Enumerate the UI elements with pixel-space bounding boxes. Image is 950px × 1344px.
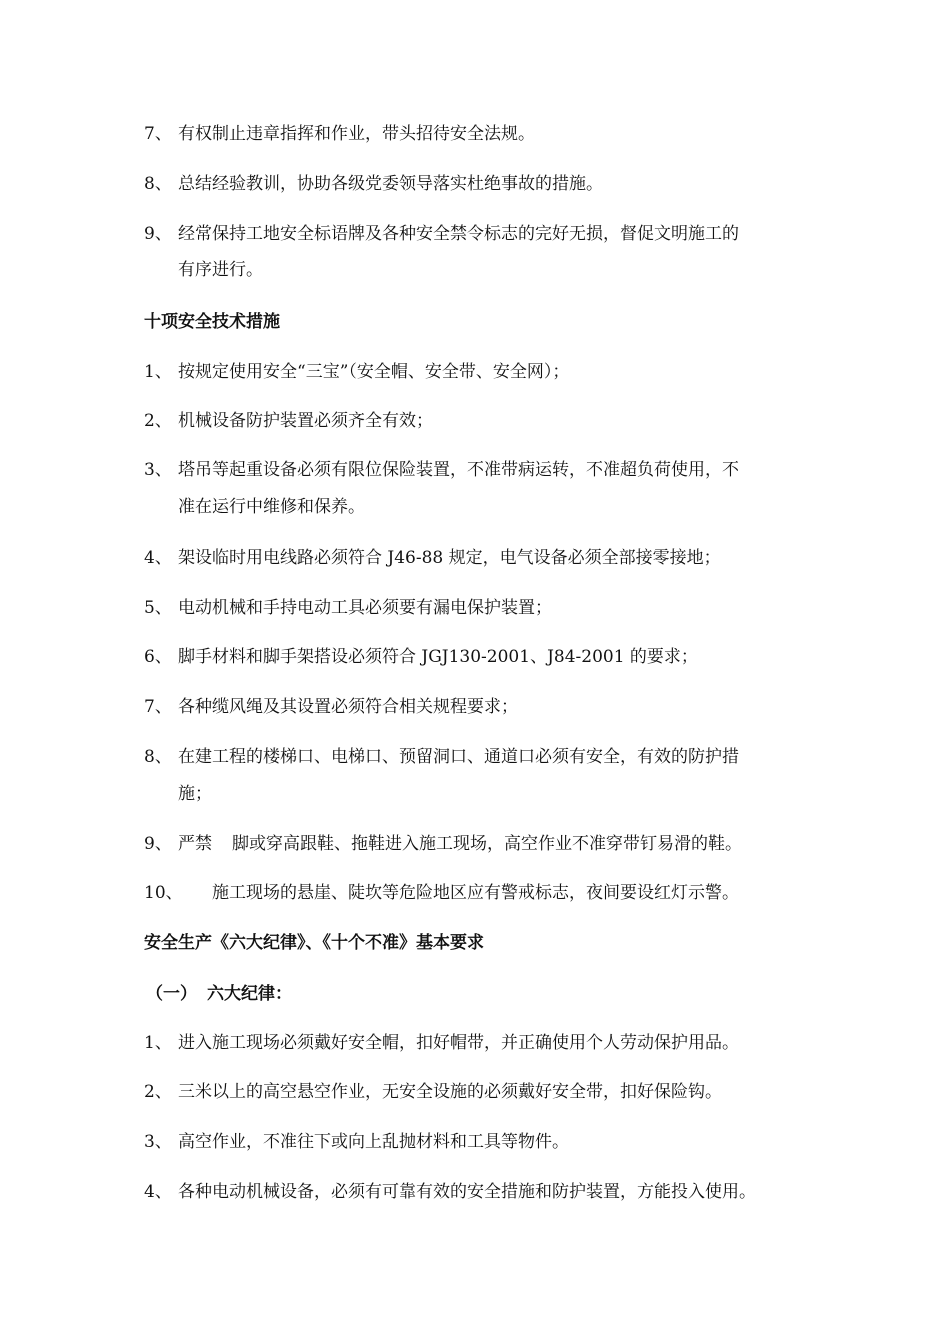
item-text: 在建工程的楼梯口、电梯口、预留洞口、通道口必须有安全，有效的防护措 (178, 747, 739, 767)
discipline-item-1 (144, 1031, 739, 1055)
measure-item-8 (144, 745, 739, 769)
item-text: 施工现场的悬崖、陡坎等危险地区应有警戒标志，夜间要设红灯示警。 (212, 883, 739, 903)
item-text: 三米以上的高空悬空作业，无安全设施的必须戴好安全带，扣好保险钩。 (178, 1082, 722, 1102)
item-number: 10、 (144, 883, 183, 903)
measure-item-8-continuation: 施； (178, 784, 212, 804)
item-text: 高空作业，不准往下或向上乱抛材料和工具等物件。 (178, 1132, 569, 1152)
item-number: 2、 (144, 411, 172, 431)
item-number: 8、 (144, 174, 172, 194)
item-number: 5、 (144, 598, 172, 618)
item-text: 架设临时用电线路必须符合 J46-88 规定，电气设备必须全部接零接地； (178, 548, 721, 568)
item-number: 9、 (144, 224, 172, 244)
item-number: 6、 (144, 647, 172, 667)
item-text: 有权制止违章指挥和作业，带头招待安全法规。 (178, 124, 535, 144)
measure-item-1 (144, 360, 569, 384)
item-text: 总结经验教训，协助各级党委领导落实杜绝事故的措施。 (178, 174, 603, 194)
subsection-number: （一） (146, 984, 197, 1004)
item-number: 7、 (144, 124, 172, 144)
item-text: 脚手材料和脚手架搭设必须符合 JGJ130-2001、J84-2001 的要求； (178, 647, 698, 667)
section-title-ten-measures: 十项安全技术措施 (144, 312, 280, 332)
item-text: 塔吊等起重设备必须有限位保险装置，不准带病运转，不准超负荷使用，不 (178, 460, 739, 480)
item-text: 机械设备防护装置必须齐全有效； (178, 411, 433, 431)
item-number: 2、 (144, 1082, 172, 1102)
measure-item-3-continuation: 准在运行中维修和保养。 (178, 497, 365, 517)
discipline-item-4 (144, 1180, 756, 1204)
subsection-text: 六大纪律： (207, 984, 292, 1004)
item-text: 各种缆风绳及其设置必须符合相关规程要求； (178, 697, 518, 717)
measure-item-9 (144, 832, 742, 856)
item-text-part-a: 严禁 (178, 834, 212, 854)
measure-item-2 (144, 409, 433, 433)
duty-item-9 (144, 222, 739, 246)
item-number: 3、 (144, 1132, 172, 1152)
section-title-discipline: 安全生产《六大纪律》、《十个不准》基本要求 (144, 933, 484, 953)
item-text: 按规定使用安全“三宝”（安全帽、安全带、安全网）； (178, 362, 570, 382)
item-number: 4、 (144, 548, 172, 568)
measure-item-6 (144, 645, 698, 669)
item-text: 各种电动机械设备，必须有可靠有效的安全措施和防护装置，方能投入使用。 (178, 1182, 756, 1202)
measure-item-4 (144, 546, 721, 570)
discipline-item-2 (144, 1080, 722, 1104)
subsection-title-six-disciplines (146, 982, 292, 1006)
item-number: 3、 (144, 460, 172, 480)
measure-item-7 (144, 695, 518, 719)
item-text: 电动机械和手持电动工具必须要有漏电保护装置； (178, 598, 552, 618)
item-number: 1、 (144, 1033, 172, 1053)
item-text: 经常保持工地安全标语牌及各种安全禁令标志的完好无损，督促文明施工的 (178, 224, 739, 244)
item-number: 8、 (144, 747, 172, 767)
item-number: 7、 (144, 697, 172, 717)
item-text-part-b: 脚或穿高跟鞋、拖鞋进入施工现场，高空作业不准穿带钉易滑的鞋。 (232, 834, 742, 854)
duty-item-8 (144, 172, 603, 196)
item-number: 9、 (144, 834, 172, 854)
measure-item-3 (144, 458, 739, 482)
item-number: 4、 (144, 1182, 172, 1202)
duty-item-9-continuation: 有序进行。 (178, 260, 263, 280)
discipline-item-3 (144, 1130, 569, 1154)
duty-item-7 (144, 122, 535, 146)
measure-item-5 (144, 596, 552, 620)
measure-item-10 (144, 881, 739, 905)
item-number: 1、 (144, 362, 172, 382)
item-text: 进入施工现场必须戴好安全帽，扣好帽带，并正确使用个人劳动保护用品。 (178, 1033, 739, 1053)
